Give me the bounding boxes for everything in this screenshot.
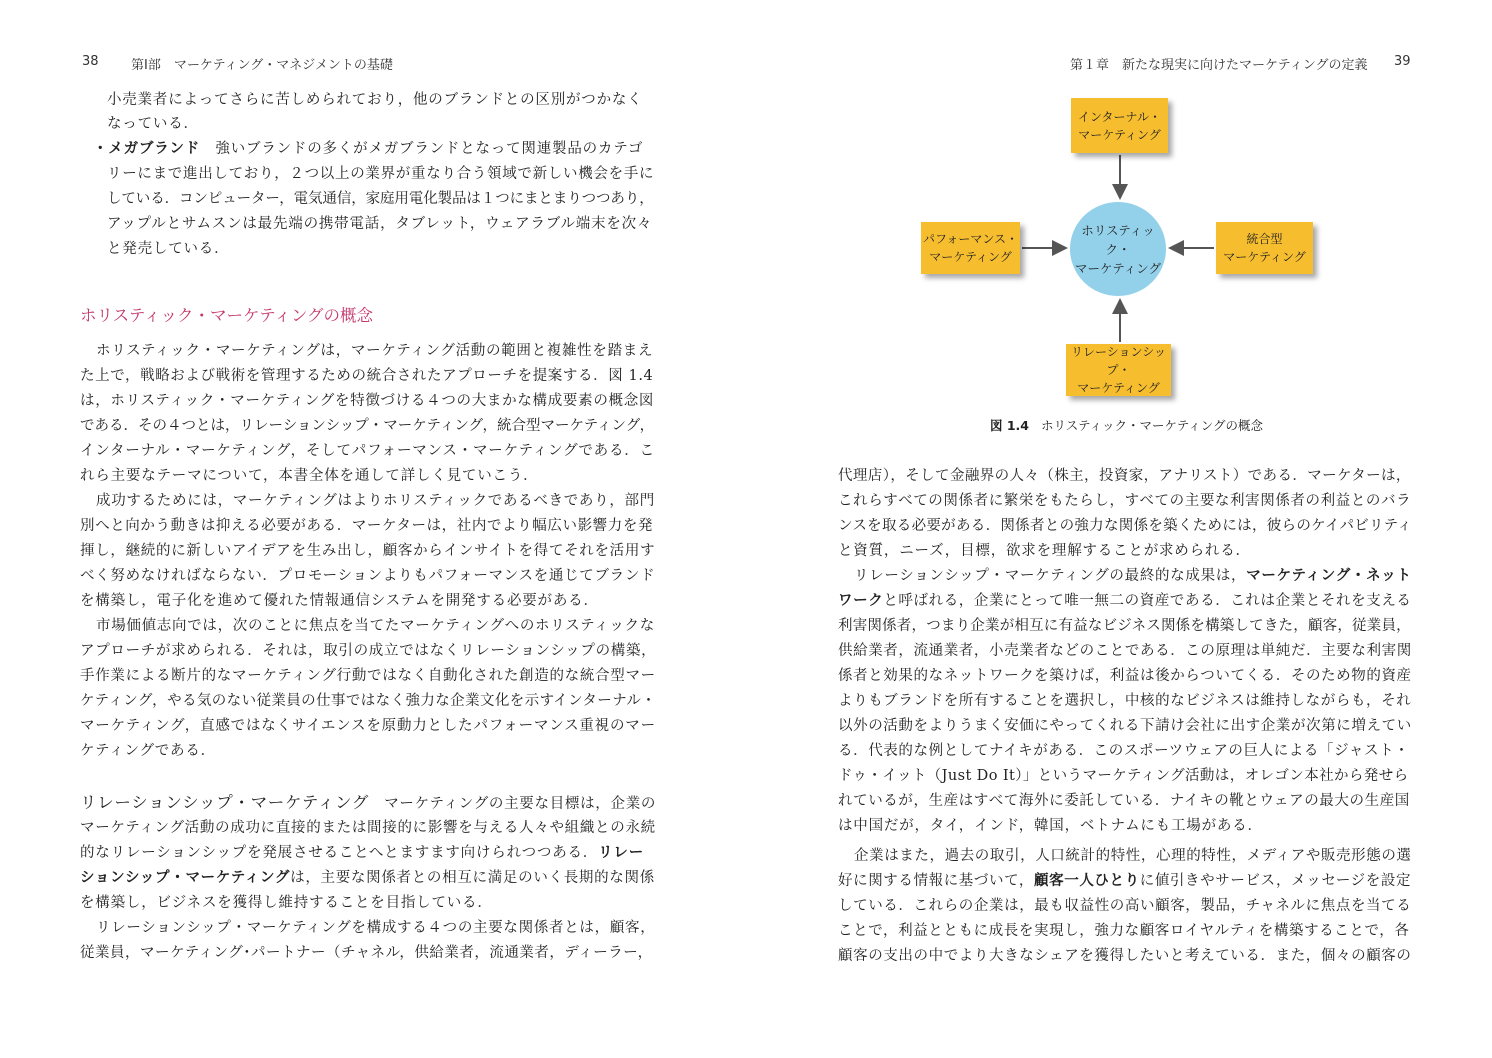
body-line: れら主要なテーマについて，本書全体を通して詳しく見ていこう． <box>80 468 539 484</box>
body-line: 供給業者，流通業者，小売業者などのことである．この原理は単純だ．主要な利害関 <box>838 643 1412 659</box>
rm-heading: リレーションシップ・マーケティング <box>80 793 370 812</box>
body-line: ドゥ・イット（Just Do It）」というマーケティング活動は，オレゴン本社から発せら <box>838 768 1409 784</box>
figure-caption-text: ホリスティック・マーケティングの概念 <box>1041 418 1264 433</box>
term-marketing-network: マーケティング・ネット <box>1246 567 1412 584</box>
body-line: 手作業による断片的なマーケティング行動ではなく自動化された創造的な統合型マー <box>80 668 656 684</box>
body-line: 成功するためには，マーケティングはよりホリスティックであるべきであり，部門 <box>96 493 655 509</box>
body-text: 好に関する情報に基づいて， <box>838 873 1035 889</box>
rm-term: ションシップ・マーケティング <box>80 869 291 886</box>
figure-number: 図 1.4 <box>990 418 1029 433</box>
rm-line: 従業員，マーケティング･パートナー（チャネル，供給業者，流通業者，ディーラー， <box>80 945 653 961</box>
section-title: ホリスティック・マーケティングの概念 <box>80 306 374 325</box>
center-holistic-marketing <box>1070 202 1166 296</box>
term-marketing-network: ワーク <box>838 592 884 609</box>
box-label: インターナル・ <box>1078 109 1161 124</box>
rm-text: 的なリレーションシップを発展させることへとますます向けられつつある． <box>80 845 599 861</box>
box-label: パフォーマンス・ <box>922 232 1019 246</box>
term-individual-customer: 顧客一人ひとり <box>1034 872 1140 889</box>
right-running-head: 第１章 新たな現実に向けたマーケティングの定義 <box>1070 58 1368 73</box>
box-performance-marketing <box>921 222 1020 274</box>
body-line: る．代表的な例としてナイキがある．このスポーツウェアの巨人による「ジャスト・ <box>838 743 1410 759</box>
body-line: れているが，生産はすべて海外に委託している．ナイキの靴とウェアの最大の生産国 <box>838 793 1410 809</box>
rm-line: マーケティング活動の成功に直接的または間接的に影響を与える人々や組織との永続 <box>80 820 656 836</box>
body-line: これらすべての関係者に繁栄をもたらし，すべての主要な利害関係者の利益とのバラ <box>838 493 1412 509</box>
box-label: マーケティング <box>929 250 1012 264</box>
box-label: リレーションシップ・ <box>1071 345 1166 377</box>
box-label: マーケティング <box>1223 250 1306 264</box>
center-label: マーケティング <box>1074 260 1161 276</box>
body-line: 利害関係者，つまり企業が相互に有益なビジネス関係を構築してきた，顧客，従業員， <box>838 618 1411 634</box>
body-line <box>838 871 1411 891</box>
list-line: なっている． <box>107 116 199 132</box>
body-line: ことで，利益とともに成長を実現し，強力な顧客ロイヤルティを構築することで，各 <box>838 923 1410 939</box>
list-line: 小売業者によってさらに苦しめられており，他のブランドとの区別がつかなく <box>107 92 643 108</box>
list-line: アップルとサムスンは最先端の携帯電話，タブレット，ウェアラブル端末を次々 <box>107 216 653 232</box>
body-line: 係者と効果的なネットワークを築けば，利益は後からついてくる．そのため物的資産 <box>838 668 1412 684</box>
megabrand-text: 強いブランドの多くがメガブランドとなって関連製品のカテゴ <box>215 141 644 157</box>
body-line: ンスを取る必要がある．関係者との強力な関係を築くためには，彼らのケイパビリティ <box>838 518 1413 534</box>
body-line: ホリスティック・マーケティングは，マーケティング活動の範囲と複雑性を踏まえ <box>96 343 654 359</box>
body-line: ケティングである． <box>80 743 216 759</box>
box-label: マーケティング <box>1077 381 1160 395</box>
rm-line: を構築し，ビジネスを獲得し維持することを目指している． <box>80 895 493 911</box>
figure-caption <box>990 416 1263 434</box>
megabrand-term: ・メガブランド <box>93 140 201 157</box>
body-text: に値引きやサービス，メッセージを設定 <box>1139 873 1412 889</box>
body-line: マーケティング，直感ではなくサイエンスを原動力としたパフォーマンス重視のマー <box>80 718 656 734</box>
body-line: 揮し，継続的に新しいアイデアを生み出し，顧客からインサイトを得てそれを活用す <box>80 543 656 559</box>
left-running-head: 第Ⅰ部 マーケティング・マネジメントの基礎 <box>131 58 393 73</box>
body-line: は，ホリスティック・マーケティングを特徴づける４つの大まかな構成要素の概念図 <box>80 393 655 409</box>
body-text: と呼ばれる，企業にとって唯一無二の資産である．これは企業とそれを支える <box>883 593 1412 609</box>
body-line: である．その４つとは，リレーションシップ・マーケティング，統合型マーケティング， <box>80 418 655 434</box>
box-internal-marketing <box>1071 98 1168 153</box>
right-page-number: 39 <box>1394 54 1411 69</box>
box-label: マーケティング <box>1078 127 1161 142</box>
body-line: た上で，戦略および戦術を管理するための統合されたアプローチを提案する．図 1.4 <box>80 368 654 384</box>
list-line: している．コンピューター，電気通信，家庭用電化製品は１つにまとまりつつあり， <box>107 191 654 207</box>
body-line: インターナル・マーケティング，そしてパフォーマンス・マーケティングである．こ <box>80 443 655 459</box>
list-line: と発売している． <box>107 241 230 257</box>
rm-line: リレーションシップ・マーケティングを構成する４つの主要な関係者とは，顧客， <box>96 920 656 936</box>
body-line: 代理店），そして金融界の人々（株主，投資家，アナリスト）である．マーケターは， <box>838 468 1411 484</box>
rm-text: は，主要な関係者との相互に満足のいく長期的な関係 <box>290 870 655 886</box>
body-line: は中国だが，タイ，インド，韓国，ベトナムにも工場がある． <box>838 818 1263 834</box>
rm-line <box>80 868 655 888</box>
body-line <box>838 591 1412 611</box>
body-line <box>854 566 1412 586</box>
body-line: と資質，ニーズ，目標，欲求を理解することが求められる． <box>838 543 1251 559</box>
rm-line <box>80 793 656 814</box>
body-line: 企業はまた，過去の取引，人口統計的特性，心理的特性，メディアや販売形態の選 <box>854 848 1412 864</box>
box-integrated-marketing <box>1216 222 1313 274</box>
body-line: を構築し，電子化を進めて優れた情報通信システムを開発する必要がある． <box>80 593 599 609</box>
left-page-number: 38 <box>82 54 99 69</box>
body-line: 市場価値志向では，次のことに焦点を当てたマーケティングへのホリスティックな <box>96 618 655 634</box>
rm-text: マーケティングの主要な目標は，企業の <box>384 796 657 812</box>
body-text: リレーションシップ・マーケティングの最終的な成果は， <box>854 568 1247 584</box>
body-line: 以外の活動をよりうまく安価にやってくれる下請け会社に出す企業が次第に増えてい <box>838 718 1412 734</box>
body-line: 顧客の支出の中でより大きなシェアを獲得したいと考えている．また，個々の顧客の <box>838 948 1412 964</box>
rm-line <box>80 843 644 863</box>
box-label: 統合型 <box>1246 232 1283 246</box>
box-relationship-marketing <box>1066 344 1171 396</box>
body-line: している．これらの企業は，最も収益性の高い顧客，製品，チャネルに焦点を当てる <box>838 898 1412 914</box>
list-item-megabrand <box>93 139 643 159</box>
rm-term: リレー <box>598 844 645 861</box>
body-line: アプローチが求められる．それは，取引の成立ではなくリレーションシップの構築， <box>80 643 657 659</box>
body-line: よりもブランドを所有することを選択し，中核的なビジネスは維持しながらも，それ <box>838 693 1412 709</box>
center-label: ホリスティック・ <box>1081 222 1155 257</box>
body-line: 別へと向かう動きは抑える必要がある．マーケターは，社内でより幅広い影響力を発 <box>80 518 654 534</box>
body-line: ケティング，やる気のない従業員の仕事ではなく強力な企業文化を示すインターナル・ <box>80 693 657 709</box>
body-line: べく努めなければならない．プロモーションよりもパフォーマンスを通じてブランド <box>80 568 656 584</box>
list-line: リーにまで進出しており，２つ以上の業界が重なり合う領域で新しい機会を手に <box>107 166 655 182</box>
